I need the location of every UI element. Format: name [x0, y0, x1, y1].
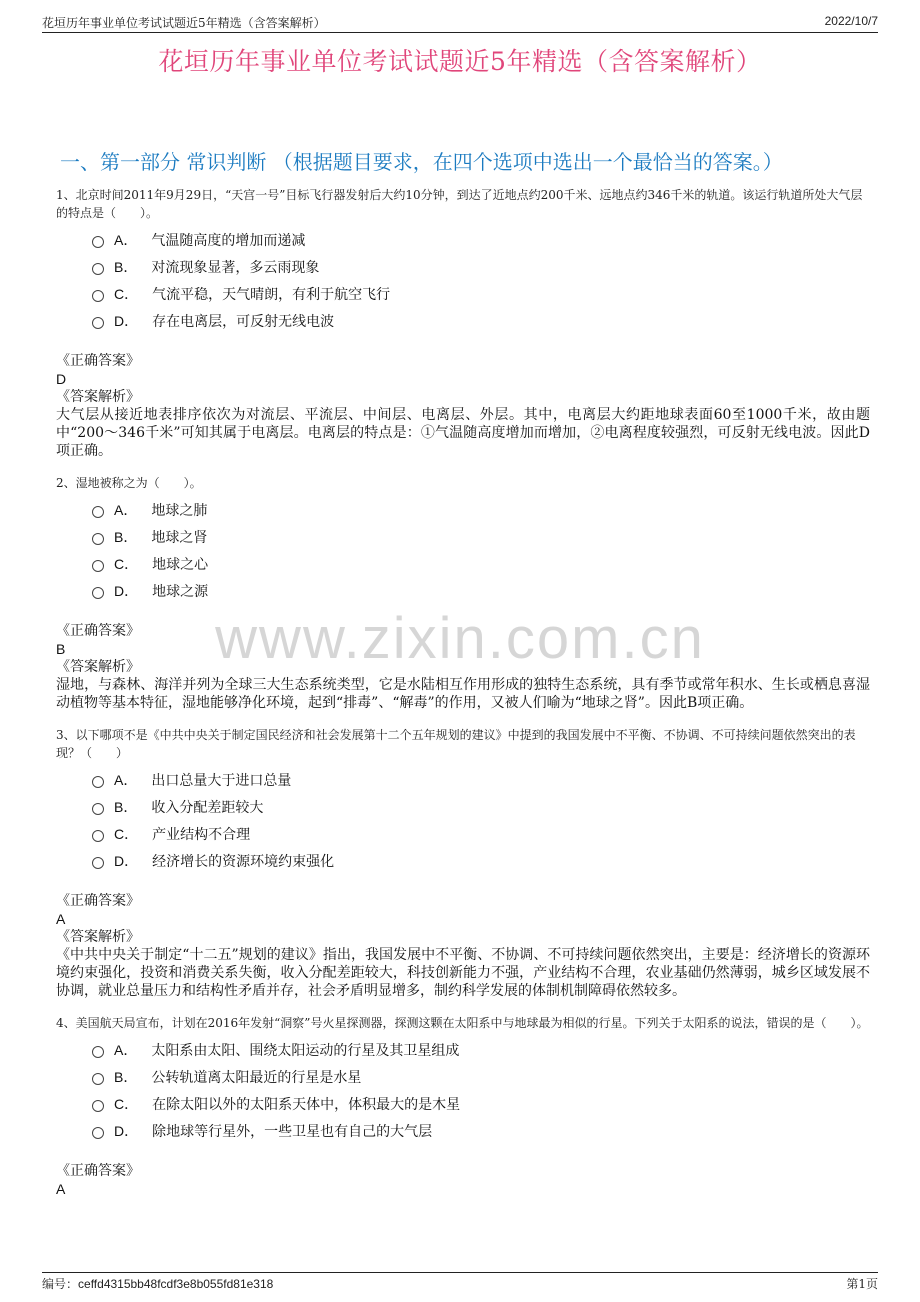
- footer-code-value: ceffd4315bb48fcdf3e8b055fd81e318: [78, 1277, 274, 1291]
- option-b[interactable]: [56, 253, 870, 280]
- option-text: 公转轨道离太阳最近的行星是水星: [151, 1069, 362, 1086]
- question-stem: 4、美国航天局宣布，计划在2016年发射“洞察”号火星探测器，探测这颗在太阳系中与地球最为相似的行星。下列关于太阳系的说法，错误的是（ ）。: [56, 1016, 869, 1030]
- option-text: 除地球等行星外，一些卫星也有自己的大气层: [152, 1123, 433, 1140]
- radio-icon[interactable]: [92, 1073, 104, 1085]
- explanation-text: 湿地，与森林、海洋并列为全球三大生态系统类型，它是水陆相互作用形成的独特生态系统，具有季节或常年积水、生长或栖息喜湿动植物等基本特征，湿地能够净化环境，起到“排毒”、“解毒”的作用，又被人们喻为“地球之肾”。因此B项正确。: [56, 677, 870, 711]
- page-number: 第1页: [846, 1277, 878, 1291]
- header-doc-name: 花垣历年事业单位考试试题近5年精选（含答案解析）: [42, 16, 326, 30]
- option-d[interactable]: [56, 307, 870, 334]
- option-text: 经济增长的资源环境约束强化: [152, 853, 335, 870]
- option-letter: A．: [114, 771, 138, 788]
- explanation-label: 《答案解析》: [56, 389, 140, 405]
- option-c[interactable]: [56, 280, 870, 307]
- option-letter: B．: [114, 1068, 138, 1085]
- question-stem: 2、湿地被称之为（ ）。: [56, 476, 202, 490]
- answer-label: 《正确答案》: [56, 353, 140, 369]
- watermark: www.zixin.com.cn: [215, 606, 705, 671]
- question-4: [56, 1014, 870, 1198]
- option-letter: B．: [114, 528, 138, 545]
- option-c[interactable]: [56, 1090, 870, 1117]
- answer-label: 《正确答案》: [56, 623, 140, 639]
- option-letter: D．: [114, 852, 139, 869]
- answer-label: 《正确答案》: [56, 1163, 140, 1179]
- option-text: 收入分配差距较大: [151, 799, 264, 816]
- radio-icon[interactable]: [92, 236, 104, 248]
- header-date: 2022/10/7: [824, 14, 878, 28]
- radio-icon[interactable]: [92, 830, 104, 842]
- explanation-text: 大气层从接近地表排序依次为对流层、平流层、中间层、电离层、外层。其中，电离层大约距地球表面60至1000千米，故由题中“200～346千米”可知其属于电离层。电离层的特点是：①气温随高度增加而增加，②电离程度较强烈，可反射无线电波。因此D项正确。: [56, 407, 870, 459]
- explanation-label: 《答案解析》: [56, 659, 140, 675]
- document-title: 花垣历年事业单位考试试题近5年精选（含答案解析）: [158, 47, 762, 76]
- option-b[interactable]: [56, 793, 870, 820]
- option-text: 地球之肾: [151, 529, 208, 546]
- answer-value: A: [56, 911, 66, 927]
- option-d[interactable]: [56, 577, 870, 604]
- option-text: 对流现象显著，多云雨现象: [151, 259, 320, 276]
- option-letter: C．: [114, 285, 139, 302]
- option-letter: A．: [114, 1041, 138, 1058]
- page-footer: [42, 1272, 878, 1291]
- option-letter: A．: [114, 501, 138, 518]
- question-stem: 1、北京时间2011年9月29日，“天宫一号”目标飞行器发射后大约10分钟，到达了近地点约200千米、远地点约346千米的轨道。该运行轨道所处大气层的特点是（ ）。: [56, 188, 863, 220]
- option-text: 存在电离层，可反射无线电波: [152, 313, 335, 330]
- option-d[interactable]: [56, 1117, 870, 1144]
- radio-icon[interactable]: [92, 317, 104, 329]
- explanation-label: 《答案解析》: [56, 929, 140, 945]
- option-a[interactable]: [56, 496, 870, 523]
- question-2: [56, 474, 870, 712]
- option-letter: B．: [114, 258, 138, 275]
- option-b[interactable]: [56, 523, 870, 550]
- option-letter: C．: [114, 1095, 139, 1112]
- option-letter: D．: [114, 582, 139, 599]
- option-text: 产业结构不合理: [152, 826, 251, 843]
- option-text: 气流平稳，天气晴朗，有利于航空飞行: [152, 286, 391, 303]
- option-text: 出口总量大于进口总量: [151, 772, 292, 789]
- option-list: [56, 766, 870, 874]
- option-text: 地球之心: [152, 556, 209, 573]
- radio-icon[interactable]: [92, 263, 104, 275]
- radio-icon[interactable]: [92, 1046, 104, 1058]
- radio-icon[interactable]: [92, 776, 104, 788]
- answer-label: 《正确答案》: [56, 893, 140, 909]
- question-stem: 3、以下哪项不是《中共中央关于制定国民经济和社会发展第十二个五年规划的建议》中提到的我国发展中不平衡、不协调、不可持续问题依然突出的表现？（ ）: [56, 728, 856, 760]
- option-list: [56, 1036, 870, 1144]
- radio-icon[interactable]: [92, 533, 104, 545]
- radio-icon[interactable]: [92, 1100, 104, 1112]
- option-d[interactable]: [56, 847, 870, 874]
- option-a[interactable]: [56, 766, 870, 793]
- explanation-text: 《中共中央关于制定“十二五”规划的建议》指出，我国发展中不平衡、不协调、不可持续问题依然突出，主要是：经济增长的资源环境约束强化，投资和消费关系失衡，收入分配差距较大，科技创新能力不强，产业结构不合理，农业基础仍然薄弱，城乡区域发展不协调，就业总量压力和结构性矛盾并存，社会矛盾明显增多，制约科学发展的体制机制障碍依然较多。: [56, 947, 870, 999]
- question-3: [56, 726, 870, 1000]
- section-title: 一、第一部分 常识判断 （根据题目要求，在四个选项中选出一个最恰当的答案。）: [60, 150, 783, 174]
- radio-icon[interactable]: [92, 560, 104, 572]
- answer-value: B: [56, 641, 66, 657]
- option-a[interactable]: [56, 226, 870, 253]
- option-letter: D．: [114, 1122, 139, 1139]
- option-letter: B．: [114, 798, 138, 815]
- option-letter: D．: [114, 312, 139, 329]
- option-letter: A．: [114, 231, 138, 248]
- option-list: [56, 226, 870, 334]
- answer-value: A: [56, 1181, 66, 1197]
- option-text: 地球之源: [152, 583, 209, 600]
- page-header: [42, 12, 878, 33]
- radio-icon[interactable]: [92, 587, 104, 599]
- radio-icon[interactable]: [92, 803, 104, 815]
- answer-value: D: [56, 371, 67, 387]
- radio-icon[interactable]: [92, 290, 104, 302]
- footer-code: [42, 1275, 273, 1292]
- option-a[interactable]: [56, 1036, 870, 1063]
- option-c[interactable]: [56, 820, 870, 847]
- footer-code-label: 编号：: [42, 1277, 79, 1291]
- radio-icon[interactable]: [92, 857, 104, 869]
- option-text: 地球之肺: [151, 502, 208, 519]
- option-letter: C．: [114, 555, 139, 572]
- option-letter: C．: [114, 825, 139, 842]
- option-c[interactable]: [56, 550, 870, 577]
- question-1: [56, 186, 870, 460]
- radio-icon[interactable]: [92, 1127, 104, 1139]
- radio-icon[interactable]: [92, 506, 104, 518]
- option-text: 在除太阳以外的太阳系天体中，体积最大的是木星: [152, 1096, 461, 1113]
- option-list: [56, 496, 870, 604]
- option-text: 气温随高度的增加而递减: [151, 232, 306, 249]
- option-b[interactable]: [56, 1063, 870, 1090]
- option-text: 太阳系由太阳、围绕太阳运动的行星及其卫星组成: [151, 1042, 460, 1059]
- question-list: [56, 186, 870, 1198]
